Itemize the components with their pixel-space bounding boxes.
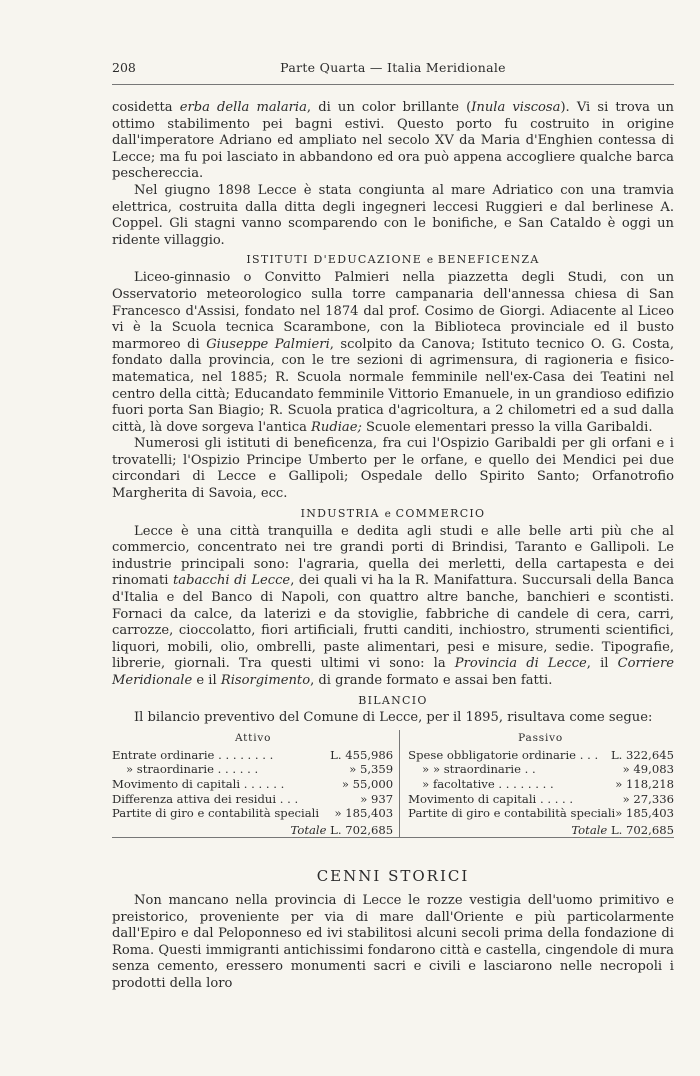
- intro-paragraph-2: Nel giugno 1898 Lecce è stata congiunta al mare Adriatico con una tramvia elettrica, costruita dalla ditta degli ingegneri leccesi Ruggieri e dal berlinese A. Coppel. Gli stagni vanno scomparendo con le bonifiche, e San Cataldo è oggi un ridente villaggio.: [112, 182, 674, 248]
- table-row: » » straordinarie . . » 49,083: [422, 762, 674, 777]
- table-row: Partite di giro e contabilità speciali » 185,403: [408, 806, 674, 821]
- section-heading-cenni-storici: CENNI STORICI: [316, 867, 470, 886]
- attivo-header: Attivo: [112, 730, 400, 748]
- bilancio-intro: Il bilancio preventivo del Comune di Lecce, per il 1895, risultava come segue:: [134, 709, 653, 725]
- header-rule: [112, 84, 674, 85]
- cenni-paragraph: Non mancano nella provincia di Lecce le rozze vestigia dell'uomo primitivo e preistorico, proveniente per via di mare dall'Oriente e più particolarmente dall'Epiro e dal Peloponneso ed ivi stabilitosi alcuni secoli prima della fondazione di Roma. Questi immigranti antichissimi fondarono città e castella, cingendole di mura senza cemento, eressero monumenti sacri e civili e lasciarono nelle necropoli i prodotti della loro: [112, 892, 674, 991]
- table-row: » facoltative . . . . . . . . » 118,218: [422, 776, 674, 791]
- section-heading-bilancio: BILANCIO: [358, 693, 428, 707]
- istituti-paragraph-1: Liceo-ginnasio o Convitto Palmieri nella piazzetta degli Studi, con un Osservatorio meteorologico sulla torre campanaria dell'annessa chiesa di San Francesco d'Assisi, fondato nel 1874 dal prof. Cosimo de Giorgi. Adiacente al Liceo vi è la Scuola tecnica Scarambone, con la Biblioteca provinciale ed il busto marmoreo di Giuseppe Palmieri, scolpito da Canova; Istituto tecnico O. G. Costa, fondato dalla provincia, con le tre sezioni di agrimensura, di ragioneria e fisico-matematica, nel 1885; R. Scuola normale femminile nell'ex-Casa dei Teatini nel centro della città; Educandato femminile Vittorio Emanuele, in un grandioso edifizio fuori porta San Biagio; R. Scuola pratica d'agricoltura, a 2 chilometri ed a sud dalla città, là dove sorgeva l'antica Rudiae; Scuole elementari presso la villa Garibaldi.: [112, 270, 674, 435]
- industria-paragraph: Lecce è una città tranquilla e dedita agli studi e alle belle arti più che al commercio, concentrato nei tre grandi porti di Brindisi, Taranto e Gallipoli. Le industrie principali sono: l'agraria, quella dei merletti, della cartapesta e dei rinomati tabacchi di Lecce, dei quali vi ha la R. Manifattura. Succursali della Banca d'Italia e del Banco di Napoli, con quattro altre banche, banchieri e scontisti. Fornaci da calce, da laterizi e da stoviglie, fabbriche di candele di cera, carri, carrozze, cioccolatto, fiori artificiali, frutti canditi, inchiostro, strumenti scientifici, liquori, mobili, olio, ombrelli, paste alimentari, pesi e misure, sedie. Tipografie, librerie, giornali. Tra questi ultimi vi sono: la Provincia di Lecce, il Corriere Meridionale e il Risorgimento, di grande formato e assai ben fatti.: [112, 523, 675, 688]
- istituti-paragraph-2: Numerosi gli istituti di beneficenza, fra cui l'Ospizio Garibaldi per gli orfani e i trovatelli; l'Ospizio Principe Umberto per le orfane, e quello dei Mendici pei due circondari di Lecce e Gallipoli; Ospedale dello Spirito Santo; Orfanotrofio Margherita di Savoia, ecc.: [112, 436, 674, 502]
- page-number: 208: [112, 60, 136, 75]
- table-row: Movimento di capitali . . . . . » 27,336: [408, 791, 674, 806]
- table-row: Differenza attiva dei residui . . . » 937: [112, 791, 394, 806]
- passivo-header: Passivo: [518, 732, 563, 745]
- running-title: Parte Quarta — Italia Meridionale: [280, 60, 506, 75]
- passivo-total: Totale L. 702,685: [571, 822, 674, 837]
- intro-paragraph-1: cosidetta erba della malaria, di un color brillante (Inula viscosa). Vi si trova un ottimo stabilimento pei bagni estivi. Questo porto fu costruito in origine dall'imperatore Adriano ed ampliato nel secolo XV da Maria d'Enghien contessa di Lecce; ma fu poi lasciato in abbandono ed ora può appena accogliere qualche barca peschereccia.: [112, 100, 674, 182]
- attivo-total: Totale L. 702,685: [112, 821, 400, 838]
- section-heading-industria: INDUSTRIA e COMMERCIO: [300, 506, 486, 520]
- passivo-column: [400, 748, 674, 821]
- table-row: » straordinarie . . . . . . » 5,359: [126, 762, 394, 777]
- table-row: Spese obbligatorie ordinarie . . . L. 322,645: [408, 747, 674, 762]
- running-header: [112, 60, 674, 82]
- table-bottom-rule: [400, 838, 674, 839]
- table-row: Movimento di capitali . . . . . . » 55,000: [112, 776, 394, 791]
- table-row: Partite di giro e contabilità speciali » 185,403: [112, 806, 394, 821]
- attivo-column: [112, 748, 400, 821]
- table-bottom-rule: [112, 838, 400, 839]
- section-heading-istituti: ISTITUTI D'EDUCAZIONE e BENEFICENZA: [246, 253, 540, 267]
- table-row: Entrate ordinarie . . . . . . . . L. 455,986: [112, 747, 394, 762]
- page-body: [112, 100, 674, 993]
- bilancio-table: [112, 730, 674, 838]
